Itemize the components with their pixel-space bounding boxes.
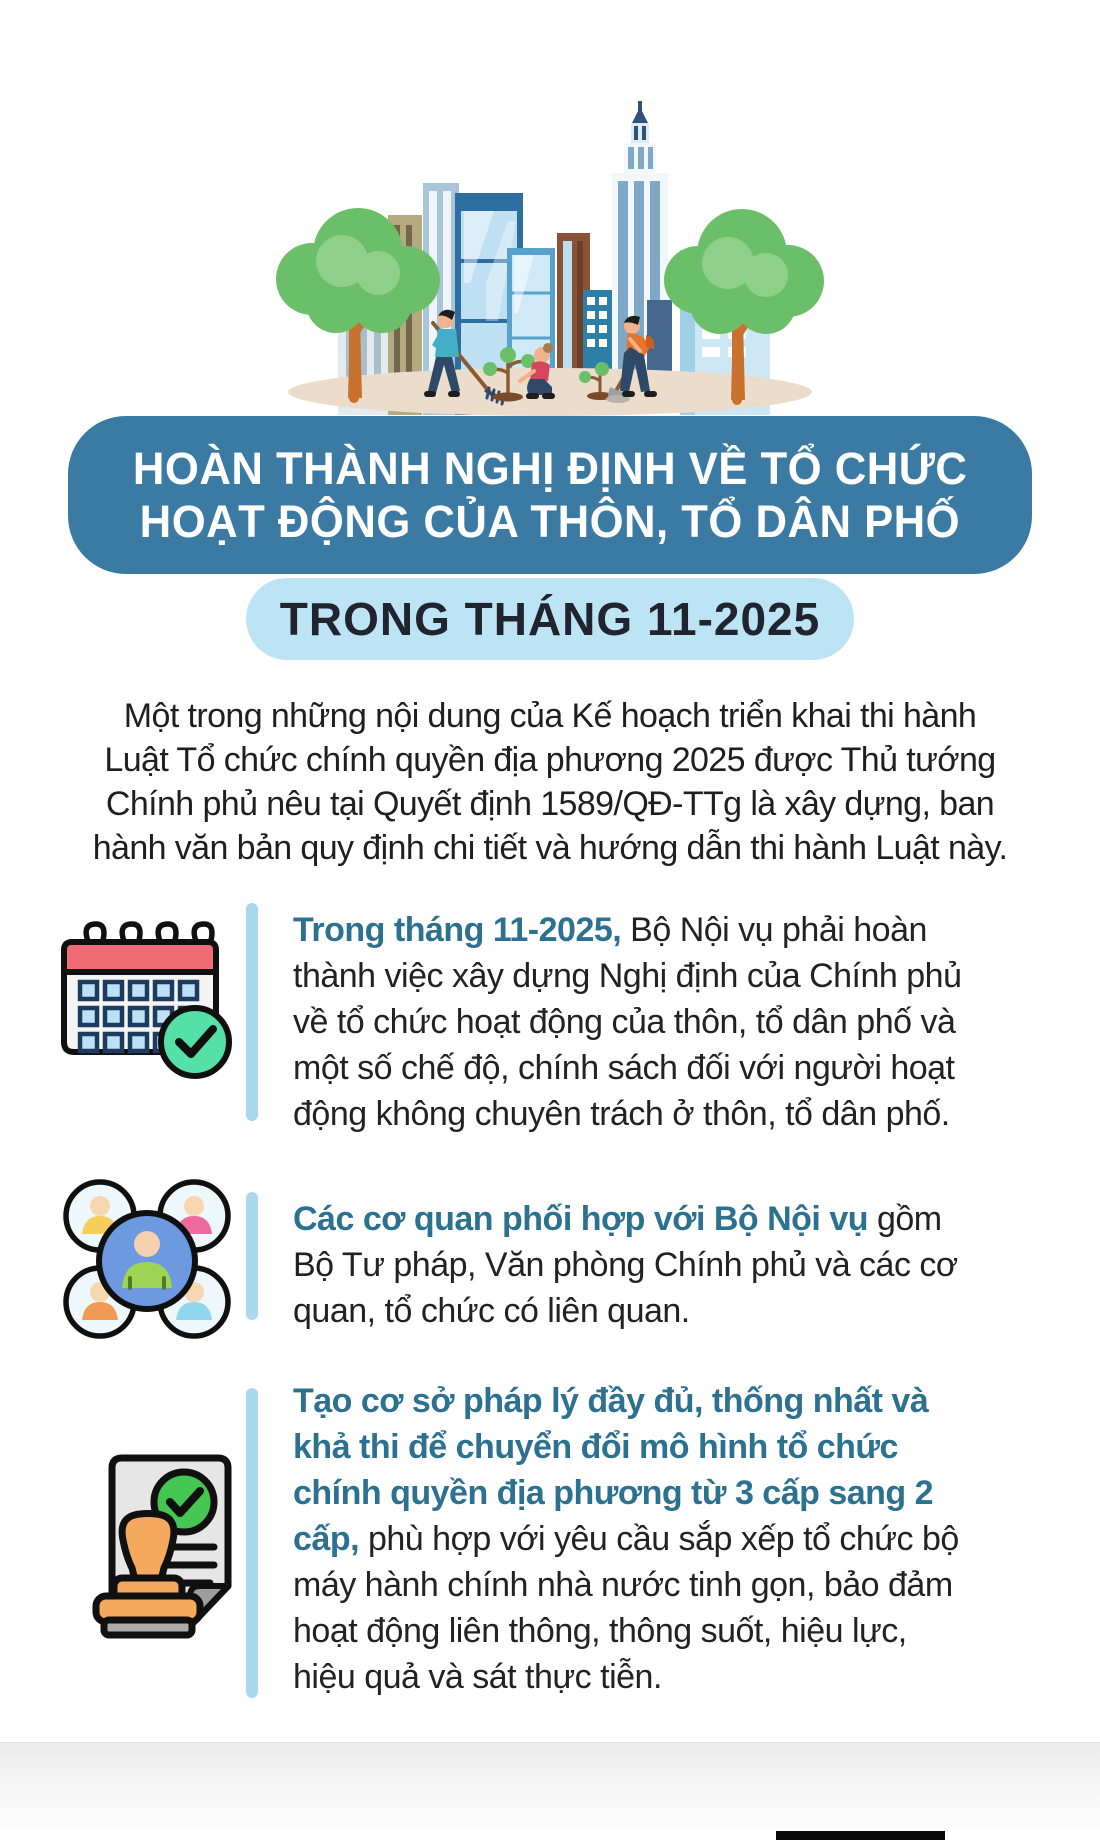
section-1-text [293, 907, 962, 1137]
section-line: Trong tháng 11-2025, Bộ Nội vụ phải hoàn [293, 911, 927, 949]
date-pill-label: TRONG THÁNG 11-2025 [279, 593, 821, 645]
section-line: một số chế độ, chính sách đối với người hoạt [293, 1049, 955, 1087]
calendar-check-icon [60, 918, 232, 1082]
section-line: cấp, phù hợp với yêu cầu sắp xếp tổ chức bộ [293, 1520, 959, 1558]
section-divider-bar [246, 1192, 258, 1320]
section-line: về tổ chức hoạt động của thôn, tổ dân phố và [293, 1003, 956, 1041]
section-line: khả thi để chuyển đổi mô hình tổ chức [293, 1428, 898, 1466]
section-line: quan, tổ chức có liên quan. [293, 1292, 690, 1330]
city-planting-illustration [250, 83, 870, 428]
section-line: Tạo cơ sở pháp lý đầy đủ, thống nhất và [293, 1382, 929, 1420]
intro-line: Luật Tổ chức chính quyền địa phương 2025 được Thủ tướng [104, 741, 996, 779]
section-line: chính quyền địa phương từ 3 cấp sang 2 [293, 1474, 934, 1512]
section-line: máy hành chính nhà nước tinh gọn, bảo đảm [293, 1566, 953, 1604]
section-line: hoạt động liên thông, thông suốt, hiệu lực, [293, 1612, 907, 1650]
intro-paragraph [0, 694, 1100, 870]
section-2-text [293, 1196, 958, 1334]
stamp-document-icon [62, 1450, 238, 1664]
section-line: Bộ Tư pháp, Văn phòng Chính phủ và các cơ [293, 1246, 958, 1284]
section-line: hiệu quả và sát thực tiễn. [293, 1658, 662, 1696]
bottom-gray-band [0, 1742, 1100, 1840]
intro-line: Chính phủ nêu tại Quyết định 1589/QĐ-TTg là xây dựng, ban [105, 785, 995, 823]
intro-line: hành văn bản quy định chi tiết và hướng dẫn thi hành Luật này. [92, 829, 1008, 867]
title-banner [68, 416, 1032, 574]
section-line: thành việc xây dựng Nghị định của Chính phủ [293, 957, 962, 995]
next-section-peek [776, 1831, 945, 1840]
section-line: Các cơ quan phối hợp với Bộ Nội vụ gồm [293, 1200, 942, 1238]
section-line: động không chuyên trách ở thôn, tổ dân phố. [293, 1095, 950, 1133]
intro-line: Một trong những nội dung của Kế hoạch triển khai thi hành [123, 697, 977, 735]
section-3-text [293, 1378, 959, 1700]
title-line-2: HOẠT ĐỘNG CỦA THÔN, TỔ DÂN PHỐ [139, 496, 961, 547]
people-network-icon [62, 1176, 232, 1342]
section-divider-bar [246, 903, 258, 1121]
date-pill [246, 578, 854, 660]
section-divider-bar [246, 1388, 258, 1698]
title-line-1: HOÀN THÀNH NGHỊ ĐỊNH VỀ TỔ CHỨC [132, 443, 968, 494]
